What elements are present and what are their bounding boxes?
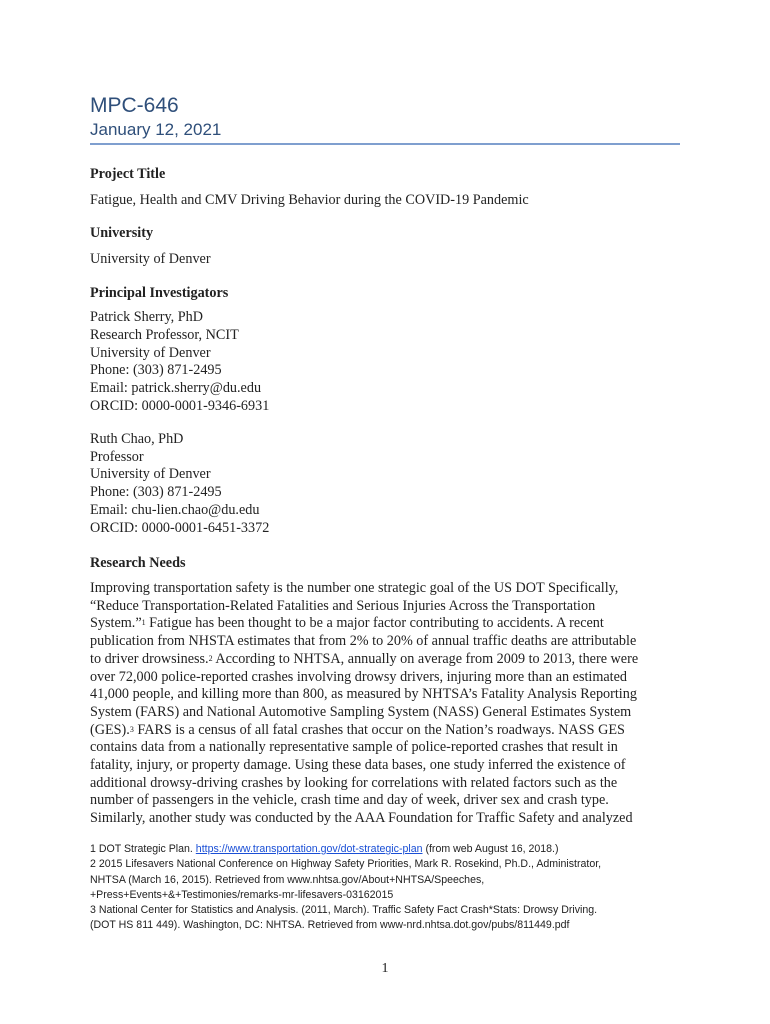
- header-divider: [90, 143, 680, 145]
- investigators-section: [90, 284, 685, 538]
- university-heading: University: [90, 225, 154, 241]
- footnote-1: [90, 842, 685, 857]
- footnote-2-cont: +Press+Events+&+Testimonies/remarks-mr-lifesavers-03162015: [90, 888, 394, 901]
- body-text-run: System.”: [90, 615, 142, 632]
- body-line: Similarly, another study was conducted by the AAA Foundation for Traffic Safety and analyzed: [90, 810, 633, 827]
- footnote-ref: 3: [129, 724, 134, 734]
- project-title-section: [90, 165, 685, 209]
- body-line: publication from NHSTA estimates that from 2% to 20% of annual traffic deaths are attributable: [90, 633, 637, 650]
- body-text-run: to driver drowsiness.: [90, 650, 209, 667]
- footnote-text: 1 DOT Strategic Plan.: [90, 843, 196, 855]
- body-line: number of passengers in the vehicle, crash time and day of week, driver sex and crash type.: [90, 792, 609, 809]
- investigator-phone: Phone: (303) 871-2495: [90, 362, 222, 379]
- body-line: [90, 615, 685, 633]
- body-text-run: According to NHTSA, annually on average from 2009 to 2013, there were: [212, 650, 639, 667]
- investigator-block: [90, 431, 685, 538]
- university-value: University of Denver: [90, 251, 211, 267]
- footnote-text: (from web August 16, 2018.): [422, 843, 559, 855]
- document-header: [90, 93, 680, 141]
- body-line: additional drowsy-driving crashes by looking for correlations with related factors such as the: [90, 774, 618, 791]
- investigator-affiliation: University of Denver: [90, 466, 211, 483]
- body-line: System (FARS) and National Automotive Sampling System (NASS) General Estimates System: [90, 703, 632, 720]
- investigator-name: Ruth Chao, PhD: [90, 430, 184, 447]
- research-needs-body: [90, 580, 685, 828]
- document-date: January 12, 2021: [90, 120, 222, 139]
- body-line: “Reduce Transportation-Related Fatalities and Serious Injuries Across the Transportation: [90, 597, 596, 614]
- footnote-2-cont: NHTSA (March 16, 2015). Retrieved from www.nhtsa.gov/About+NHTSA/Speeches,: [90, 873, 485, 886]
- body-line: [90, 722, 685, 740]
- investigator-email: Email: patrick.sherry@du.edu: [90, 380, 262, 397]
- body-text-run: (GES).: [90, 721, 130, 738]
- document-id: MPC-646: [90, 94, 179, 117]
- body-line: 41,000 people, and killing more than 800, as measured by NHTSA’s Fatality Analysis Reporting: [90, 686, 637, 703]
- investigator-block: [90, 309, 685, 416]
- body-line: fatality, injury, or property damage. Using these data bases, one study inferred the existence of: [90, 757, 626, 774]
- footnote-ref: 1: [141, 618, 146, 628]
- investigators-heading: Principal Investigators: [90, 285, 229, 301]
- university-section: [90, 224, 685, 268]
- body-line: [90, 651, 685, 669]
- research-needs-heading: Research Needs: [90, 555, 186, 571]
- investigator-affiliation: University of Denver: [90, 344, 211, 361]
- footnote-ref: 2: [208, 653, 213, 663]
- body-line: over 72,000 police-reported crashes involving drowsy drivers, injuring more than an estimated: [90, 668, 628, 685]
- footnote-2: 2 2015 Lifesavers National Conference on Highway Safety Priorities, Mark R. Rosekind, Ph.D., Administrator,: [90, 858, 602, 871]
- body-line: contains data from a nationally representative sample of police-reported crashes that result in: [90, 739, 618, 756]
- body-line: Improving transportation safety is the number one strategic goal of the US DOT Specifically,: [90, 580, 619, 596]
- investigator-email: Email: chu-lien.chao@du.edu: [90, 501, 260, 518]
- investigator-title: Research Professor, NCIT: [90, 326, 239, 343]
- investigator-phone: Phone: (303) 871-2495: [90, 484, 222, 501]
- research-needs-section: [90, 554, 685, 828]
- investigator-orcid: ORCID: 0000-0001-9346-6931: [90, 397, 270, 414]
- project-title-value: Fatigue, Health and CMV Driving Behavior during the COVID-19 Pandemic: [90, 192, 529, 208]
- project-title-heading: Project Title: [90, 166, 166, 182]
- investigator-name: Patrick Sherry, PhD: [90, 309, 203, 325]
- footnote-link[interactable]: https://www.transportation.gov/dot-strategic-plan: [195, 843, 423, 855]
- footnote-3-cont: (DOT HS 811 449). Washington, DC: NHTSA. Retrieved from www-nrd.nhtsa.dot.gov/pubs/811449.pdf: [90, 919, 570, 932]
- investigator-title: Professor: [90, 448, 144, 465]
- footnote-3: 3 National Center for Statistics and Analysis. (2011, March). Traffic Safety Fact Crash*Stats: Drowsy Driving.: [90, 904, 598, 917]
- footnotes: [90, 842, 685, 934]
- body-text-run: FARS is a census of all fatal crashes that occur on the Nation’s roadways. NASS GES: [133, 721, 625, 738]
- page-number: 1: [381, 961, 389, 976]
- investigator-orcid: ORCID: 0000-0001-6451-3372: [90, 519, 270, 536]
- body-text-run: Fatigue has been thought to be a major factor contributing to accidents. A recent: [145, 615, 604, 632]
